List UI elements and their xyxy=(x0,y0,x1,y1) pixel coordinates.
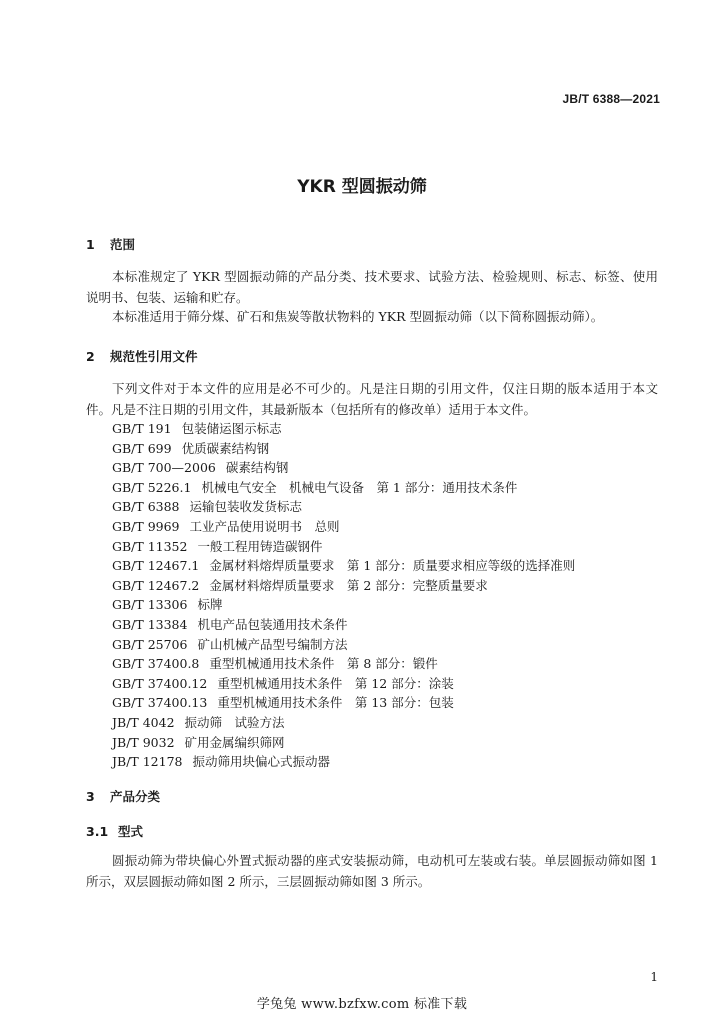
reference-item xyxy=(112,674,575,694)
reference-title: 矿用金属编织筛网 xyxy=(184,734,285,750)
reference-item xyxy=(112,537,575,557)
reference-item xyxy=(112,635,575,655)
reference-title: 重型机械通用技术条件 第 8 部分：锻件 xyxy=(209,656,438,672)
reference-title: 运输包装收发货标志 xyxy=(189,499,303,515)
reference-item xyxy=(112,556,575,576)
reference-title: 机电产品包装通用技术条件 xyxy=(197,616,348,632)
reference-title: 重型机械通用技术条件 第 13 部分：包装 xyxy=(217,695,454,711)
reference-title: 金属材料熔焊质量要求 第 1 部分：质量要求相应等级的选择准则 xyxy=(209,558,576,574)
section-3-1-paragraph: 圆振动筛为带块偏心外置式振动器的座式安装振动筛，电动机可左装或右装。单层圆振动筛如图 1 所示，双层圆振动筛如图 2 所示，三层圆振动筛如图 3 所示。 xyxy=(86,853,658,889)
section-number: 1 xyxy=(86,237,95,252)
reference-code: JB/T 4042 xyxy=(112,714,175,730)
reference-title: 标牌 xyxy=(197,597,223,613)
reference-title: 优质碳素结构钢 xyxy=(181,440,270,456)
section-number: 2 xyxy=(86,349,95,364)
section-2-heading xyxy=(86,347,198,365)
reference-title: 振动筛用块偏心式振动器 xyxy=(192,754,330,770)
section-title: 型式 xyxy=(118,824,144,839)
reference-code: GB/T 700—2006 xyxy=(112,460,216,476)
reference-item xyxy=(112,693,575,713)
reference-item xyxy=(112,419,575,439)
reference-item xyxy=(112,576,575,596)
document-title: YKR 型圆振动筛 xyxy=(297,177,427,197)
download-watermark: 学兔兔 www.bzfxw.com 标准下载 xyxy=(256,997,468,1012)
reference-code: JB/T 9032 xyxy=(112,734,175,750)
reference-code: GB/T 12467.1 xyxy=(112,558,200,574)
normative-references-list xyxy=(112,419,575,772)
reference-code: GB/T 9969 xyxy=(112,518,180,534)
page-number: 1 xyxy=(650,970,658,984)
reference-code: GB/T 25706 xyxy=(112,636,188,652)
section-1-paragraph-1: 本标准规定了 YKR 型圆振动筛的产品分类、技术要求、试验方法、检验规则、标志、标签、使用说明书、包装、运输和贮存。 xyxy=(86,269,658,305)
reference-code: GB/T 37400.8 xyxy=(112,656,200,672)
section-number: 3.1 xyxy=(86,824,109,839)
section-title: 范围 xyxy=(110,237,136,252)
reference-code: GB/T 191 xyxy=(112,421,172,436)
reference-code: GB/T 12467.2 xyxy=(112,577,200,593)
reference-code: GB/T 13306 xyxy=(112,597,188,613)
reference-code: GB/T 5226.1 xyxy=(112,479,192,495)
reference-item xyxy=(112,439,575,459)
reference-item xyxy=(112,458,575,478)
reference-code: GB/T 37400.12 xyxy=(112,675,208,691)
reference-item xyxy=(112,752,575,772)
reference-title: 金属材料熔焊质量要求 第 2 部分：完整质量要求 xyxy=(209,577,488,593)
reference-title: 工业产品使用说明书 总则 xyxy=(189,518,340,534)
reference-title: 一般工程用铸造碳钢件 xyxy=(197,538,323,554)
reference-code: GB/T 13384 xyxy=(112,616,188,632)
reference-code: JB/T 12178 xyxy=(112,754,183,770)
section-3-heading xyxy=(86,787,160,805)
reference-title: 重型机械通用技术条件 第 12 部分：涂装 xyxy=(217,675,454,691)
reference-item xyxy=(112,517,575,537)
reference-item xyxy=(112,497,575,517)
section-number: 3 xyxy=(86,789,95,804)
reference-title: 包装储运图示标志 xyxy=(181,421,282,436)
reference-code: GB/T 11352 xyxy=(112,538,188,554)
reference-item xyxy=(112,713,575,733)
reference-item xyxy=(112,733,575,753)
reference-item xyxy=(112,654,575,674)
reference-title: 碳素结构钢 xyxy=(225,460,289,476)
reference-item xyxy=(112,478,575,498)
section-title: 产品分类 xyxy=(110,789,161,804)
reference-code: GB/T 37400.13 xyxy=(112,695,208,711)
section-2-intro: 下列文件对于本文件的应用是必不可少的。凡是注日期的引用文件，仅注日期的版本适用于本文件。凡是不注日期的引用文件，其最新版本（包括所有的修改单）适用于本文件。 xyxy=(86,381,658,417)
section-3-1-heading xyxy=(86,822,143,840)
reference-item xyxy=(112,595,575,615)
reference-code: GB/T 699 xyxy=(112,440,172,456)
reference-title: 机械电气安全 机械电气设备 第 1 部分：通用技术条件 xyxy=(201,479,518,495)
reference-title: 矿山机械产品型号编制方法 xyxy=(197,636,348,652)
section-1-paragraph-2: 本标准适用于筛分煤、矿石和焦炭等散状物料的 YKR 型圆振动筛（以下简称圆振动筛）。 xyxy=(112,309,604,324)
section-1-heading xyxy=(86,235,135,253)
standard-number: JB/T 6388—2021 xyxy=(562,92,660,106)
reference-item xyxy=(112,615,575,635)
reference-title: 振动筛 试验方法 xyxy=(184,714,285,730)
section-title: 规范性引用文件 xyxy=(110,349,198,364)
reference-code: GB/T 6388 xyxy=(112,499,180,515)
